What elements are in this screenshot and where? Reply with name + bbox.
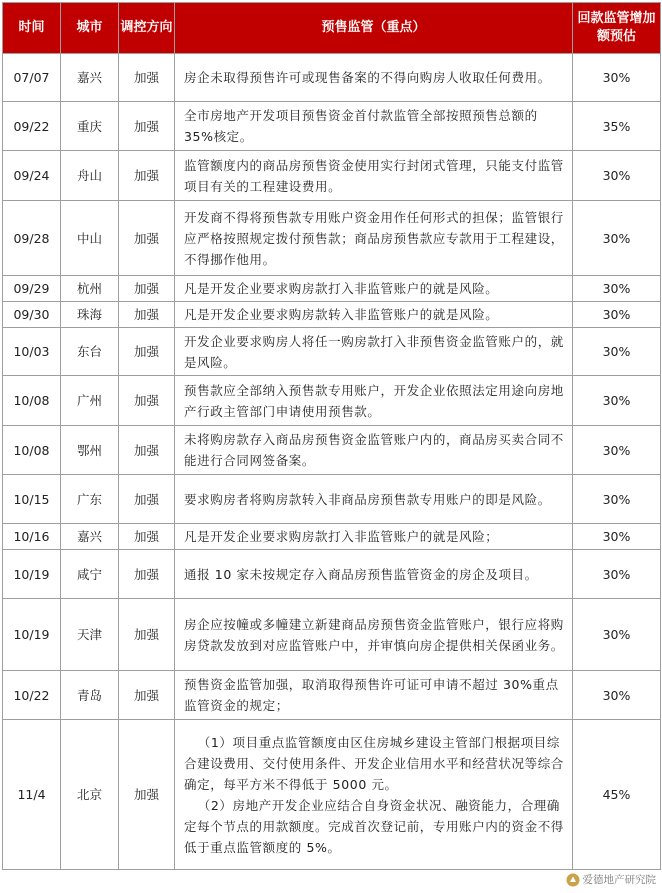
row-city: 重庆	[61, 102, 119, 151]
row-direction: 加强	[119, 151, 175, 201]
description-paragraph: 未将购房款存入商品房预售资金监管账户内的，商品房买卖合同不能进行合同网签备案。	[184, 432, 564, 468]
description-paragraph: 房企未取得预售许可或现售备案的不得向购房人收取任何费用。	[184, 70, 551, 85]
row-city: 鄂州	[61, 426, 119, 475]
row-estimate: 30%	[573, 328, 661, 376]
row-date: 10/03	[3, 328, 61, 376]
table-row	[3, 151, 661, 201]
row-estimate: 30%	[573, 276, 661, 302]
row-estimate: 30%	[573, 524, 661, 550]
row-direction: 加强	[119, 376, 175, 426]
header-estimate: 回款监管增加额预估	[573, 3, 661, 54]
row-estimate: 30%	[573, 151, 661, 201]
table-row	[3, 671, 661, 720]
table-row	[3, 524, 661, 550]
description-paragraph: 全市房地产开发项目预售资金首付款监管全部按照预售总额的 35%核定。	[184, 108, 538, 144]
table-row	[3, 426, 661, 475]
row-date: 10/19	[3, 550, 61, 599]
description-paragraph: 要求购房者将购房款转入非商品房预售款专用账户的即是风险。	[184, 491, 551, 507]
row-description	[175, 302, 573, 328]
description-paragraph: （2）房地产开发企业应结合自身资金状况、融资能力，合理确定每个节点的用款额度。完成首次登记前，专用账户内的资金不得低于重点监管额度的 5%。	[184, 797, 564, 855]
row-estimate: 30%	[573, 426, 661, 475]
description-paragraph: 凡是开发企业要求购房款打入非监管账户的就是风险。	[184, 281, 499, 296]
row-city: 咸宁	[61, 550, 119, 599]
row-city: 北京	[61, 720, 119, 870]
header-content: 预售监管（重点）	[175, 3, 573, 54]
row-direction: 加强	[119, 102, 175, 151]
row-city: 嘉兴	[61, 524, 119, 550]
row-description	[175, 671, 573, 720]
table-row	[3, 376, 661, 426]
row-direction: 加强	[119, 599, 175, 671]
table-body	[3, 54, 661, 870]
table-row	[3, 599, 661, 671]
row-direction: 加强	[119, 302, 175, 328]
row-description	[175, 201, 573, 276]
row-description	[175, 276, 573, 302]
row-description	[175, 550, 573, 599]
header-date: 时间	[3, 3, 61, 54]
row-direction: 加强	[119, 671, 175, 720]
row-direction: 加强	[119, 720, 175, 870]
row-description	[175, 475, 573, 524]
institute-logo-icon	[566, 873, 580, 887]
table-row	[3, 475, 661, 524]
row-estimate: 30%	[573, 475, 661, 524]
row-estimate: 30%	[573, 302, 661, 328]
description-paragraph: 开发商不得将预售款专用账户资金用作任何形式的担保；监管银行应严格按照规定拨付预售款；商品房预售款应专款用于工程建设，不得挪作他用。	[184, 209, 564, 267]
row-date: 09/30	[3, 302, 61, 328]
table-row	[3, 276, 661, 302]
row-date: 10/19	[3, 599, 61, 671]
row-date: 10/22	[3, 671, 61, 720]
row-estimate: 30%	[573, 201, 661, 276]
description-paragraph: 预售款应全部纳入预售款专用账户，开发企业依照法定用途向房地产行政主管部门申请使用预售款。	[184, 382, 564, 419]
row-estimate: 45%	[573, 720, 661, 870]
row-direction: 加强	[119, 426, 175, 475]
header-row	[3, 3, 661, 54]
row-estimate: 30%	[573, 550, 661, 599]
row-city: 广州	[61, 376, 119, 426]
row-city: 嘉兴	[61, 54, 119, 102]
presale-supervision-table	[2, 2, 661, 870]
row-date: 10/08	[3, 376, 61, 426]
row-city: 珠海	[61, 302, 119, 328]
row-estimate: 30%	[573, 599, 661, 671]
row-description	[175, 151, 573, 201]
row-date: 10/08	[3, 426, 61, 475]
row-description	[175, 524, 573, 550]
watermark	[566, 872, 657, 887]
row-city: 天津	[61, 599, 119, 671]
row-estimate: 35%	[573, 102, 661, 151]
row-city: 舟山	[61, 151, 119, 201]
row-description	[175, 102, 573, 151]
header-city: 城市	[61, 3, 119, 54]
row-description	[175, 720, 573, 870]
description-paragraph: 开发企业要求购房人将任一购房款打入非预售资金监管账户的，就是风险。	[184, 333, 564, 370]
row-description	[175, 328, 573, 376]
table-row	[3, 201, 661, 276]
row-estimate: 30%	[573, 376, 661, 426]
row-estimate: 30%	[573, 671, 661, 720]
row-direction: 加强	[119, 54, 175, 102]
row-city: 青岛	[61, 671, 119, 720]
row-description	[175, 376, 573, 426]
description-paragraph: 通报 10 家未按规定存入商品房预售监管资金的房企及项目。	[184, 566, 538, 582]
row-direction: 加强	[119, 328, 175, 376]
row-date: 07/07	[3, 54, 61, 102]
row-direction: 加强	[119, 550, 175, 599]
header-direction: 调控方向	[119, 3, 175, 54]
row-description	[175, 54, 573, 102]
table-row	[3, 328, 661, 376]
table-row	[3, 302, 661, 328]
row-direction: 加强	[119, 524, 175, 550]
table-row	[3, 102, 661, 151]
table-header	[3, 3, 661, 54]
row-estimate: 30%	[573, 54, 661, 102]
row-city: 东台	[61, 328, 119, 376]
table-row	[3, 550, 661, 599]
row-city: 杭州	[61, 276, 119, 302]
row-description	[175, 599, 573, 671]
description-paragraph: 预售资金监管加强，取消取得预售许可证可申请不超过 30%重点监管资金的规定；	[184, 677, 559, 713]
description-paragraph: 凡是开发企业要求购房款转入非监管账户的就是风险。	[184, 307, 499, 322]
description-paragraph: 房企应按幢或多幢建立新建商品房预售资金监管账户，银行应将购房贷款发放到对应监管账户中，并审慎向房企提供相关保函业务。	[184, 616, 564, 653]
row-date: 09/29	[3, 276, 61, 302]
row-date: 09/24	[3, 151, 61, 201]
row-city: 广东	[61, 475, 119, 524]
row-direction: 加强	[119, 276, 175, 302]
row-date: 11/4	[3, 720, 61, 870]
table-row	[3, 54, 661, 102]
description-paragraph: （1）项目重点监管额度由区住房城乡建设主管部门根据项目综合建设费用、交付使用条件、开发企业信用水平和经营状况等综合确定，每平方米不得低于 5000 元。	[184, 734, 564, 792]
row-date: 10/16	[3, 524, 61, 550]
row-city: 中山	[61, 201, 119, 276]
description-paragraph: 凡是开发企业要求购房款打入非监管账户的就是风险；	[184, 529, 499, 544]
description-paragraph: 监管额度内的商品房预售资金使用实行封闭式管理，只能支付监管项目有关的工程建设费用。	[184, 157, 564, 194]
row-direction: 加强	[119, 201, 175, 276]
watermark-text: 爱德地产研究院	[582, 874, 656, 886]
row-date: 09/28	[3, 201, 61, 276]
table-row	[3, 720, 661, 870]
row-date: 09/22	[3, 102, 61, 151]
row-date: 10/15	[3, 475, 61, 524]
row-direction: 加强	[119, 475, 175, 524]
row-description	[175, 426, 573, 475]
